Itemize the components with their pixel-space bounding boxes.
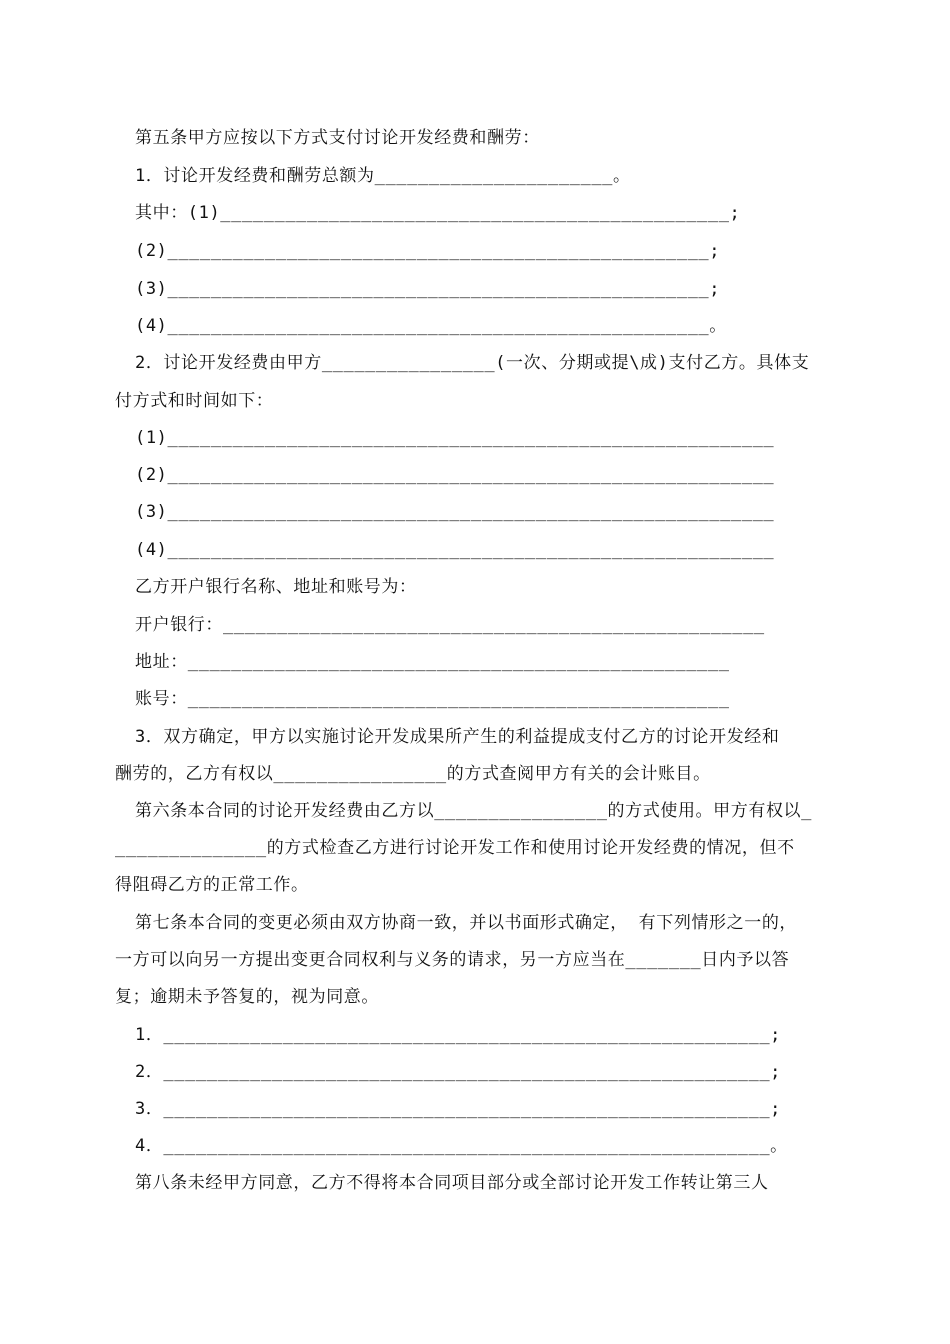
item-1-total-amount: 1．讨论开发经费和酬劳总额为______________________。: [135, 166, 631, 186]
article-7-line-2: 一方可以向另一方提出变更合同权利与义务的请求，另一方应当在_______日内予以答: [115, 950, 790, 970]
article-6-line-3: 得阻碍乙方的正常工作。: [115, 875, 309, 895]
schedule-line-1: (1)________________________________________________________: [135, 428, 775, 448]
change-case-2: 2．________________________________________________________;: [135, 1062, 782, 1082]
breakdown-line-4: (4)__________________________________________________。: [135, 316, 727, 336]
schedule-line-4: (4)________________________________________________________: [135, 540, 775, 560]
article-8-line-1: 第八条未经甲方同意，乙方不得将本合同项目部分或全部讨论开发工作转让第三人: [135, 1173, 769, 1193]
item-3-line-2: 酬劳的，乙方有权以________________的方式查阅甲方有关的会计账目。: [115, 764, 711, 784]
article-7-line-1: 第七条本合同的变更必须由双方协商一致，并以书面形式确定， 有下列情形之一的，: [135, 913, 798, 933]
change-case-1: 1．________________________________________________________;: [135, 1025, 782, 1045]
breakdown-line-3: (3)__________________________________________________;: [135, 279, 721, 299]
bank-name-line: 开户银行：__________________________________________________: [135, 615, 765, 635]
schedule-line-2: (2)________________________________________________________: [135, 465, 775, 485]
change-case-4: 4．________________________________________________________。: [135, 1136, 788, 1156]
item-3-line-1: 3．双方确定，甲方以实施讨论开发成果所产生的利益提成支付乙方的讨论开发经和: [135, 727, 780, 747]
bank-account-line: 账号：__________________________________________________: [135, 689, 730, 709]
breakdown-line-1: 其中：(1)_______________________________________________;: [135, 203, 741, 223]
item-2-continuation: 付方式和时间如下：: [115, 391, 274, 411]
article-6-line-1: 第六条本合同的讨论开发经费由乙方以________________的方式使用。甲方有权以_: [135, 801, 812, 821]
change-case-3: 3．________________________________________________________;: [135, 1099, 782, 1119]
bank-info-heading: 乙方开户银行名称、地址和账号为：: [135, 577, 417, 597]
breakdown-line-2: (2)__________________________________________________;: [135, 241, 721, 261]
article-7-line-3: 复；逾期未予答复的，视为同意。: [115, 987, 379, 1007]
bank-address-line: 地址：__________________________________________________: [135, 652, 730, 672]
article-6-line-2: ______________的方式检查乙方进行讨论开发工作和使用讨论开发经费的情况，但不: [115, 838, 795, 858]
schedule-line-3: (3)________________________________________________________: [135, 502, 775, 522]
article-5-heading: 第五条甲方应按以下方式支付讨论开发经费和酬劳：: [135, 128, 540, 148]
item-2-payment-method: 2．讨论开发经费由甲方________________(一次、分期或提\成)支付乙方。具体支: [135, 353, 810, 373]
